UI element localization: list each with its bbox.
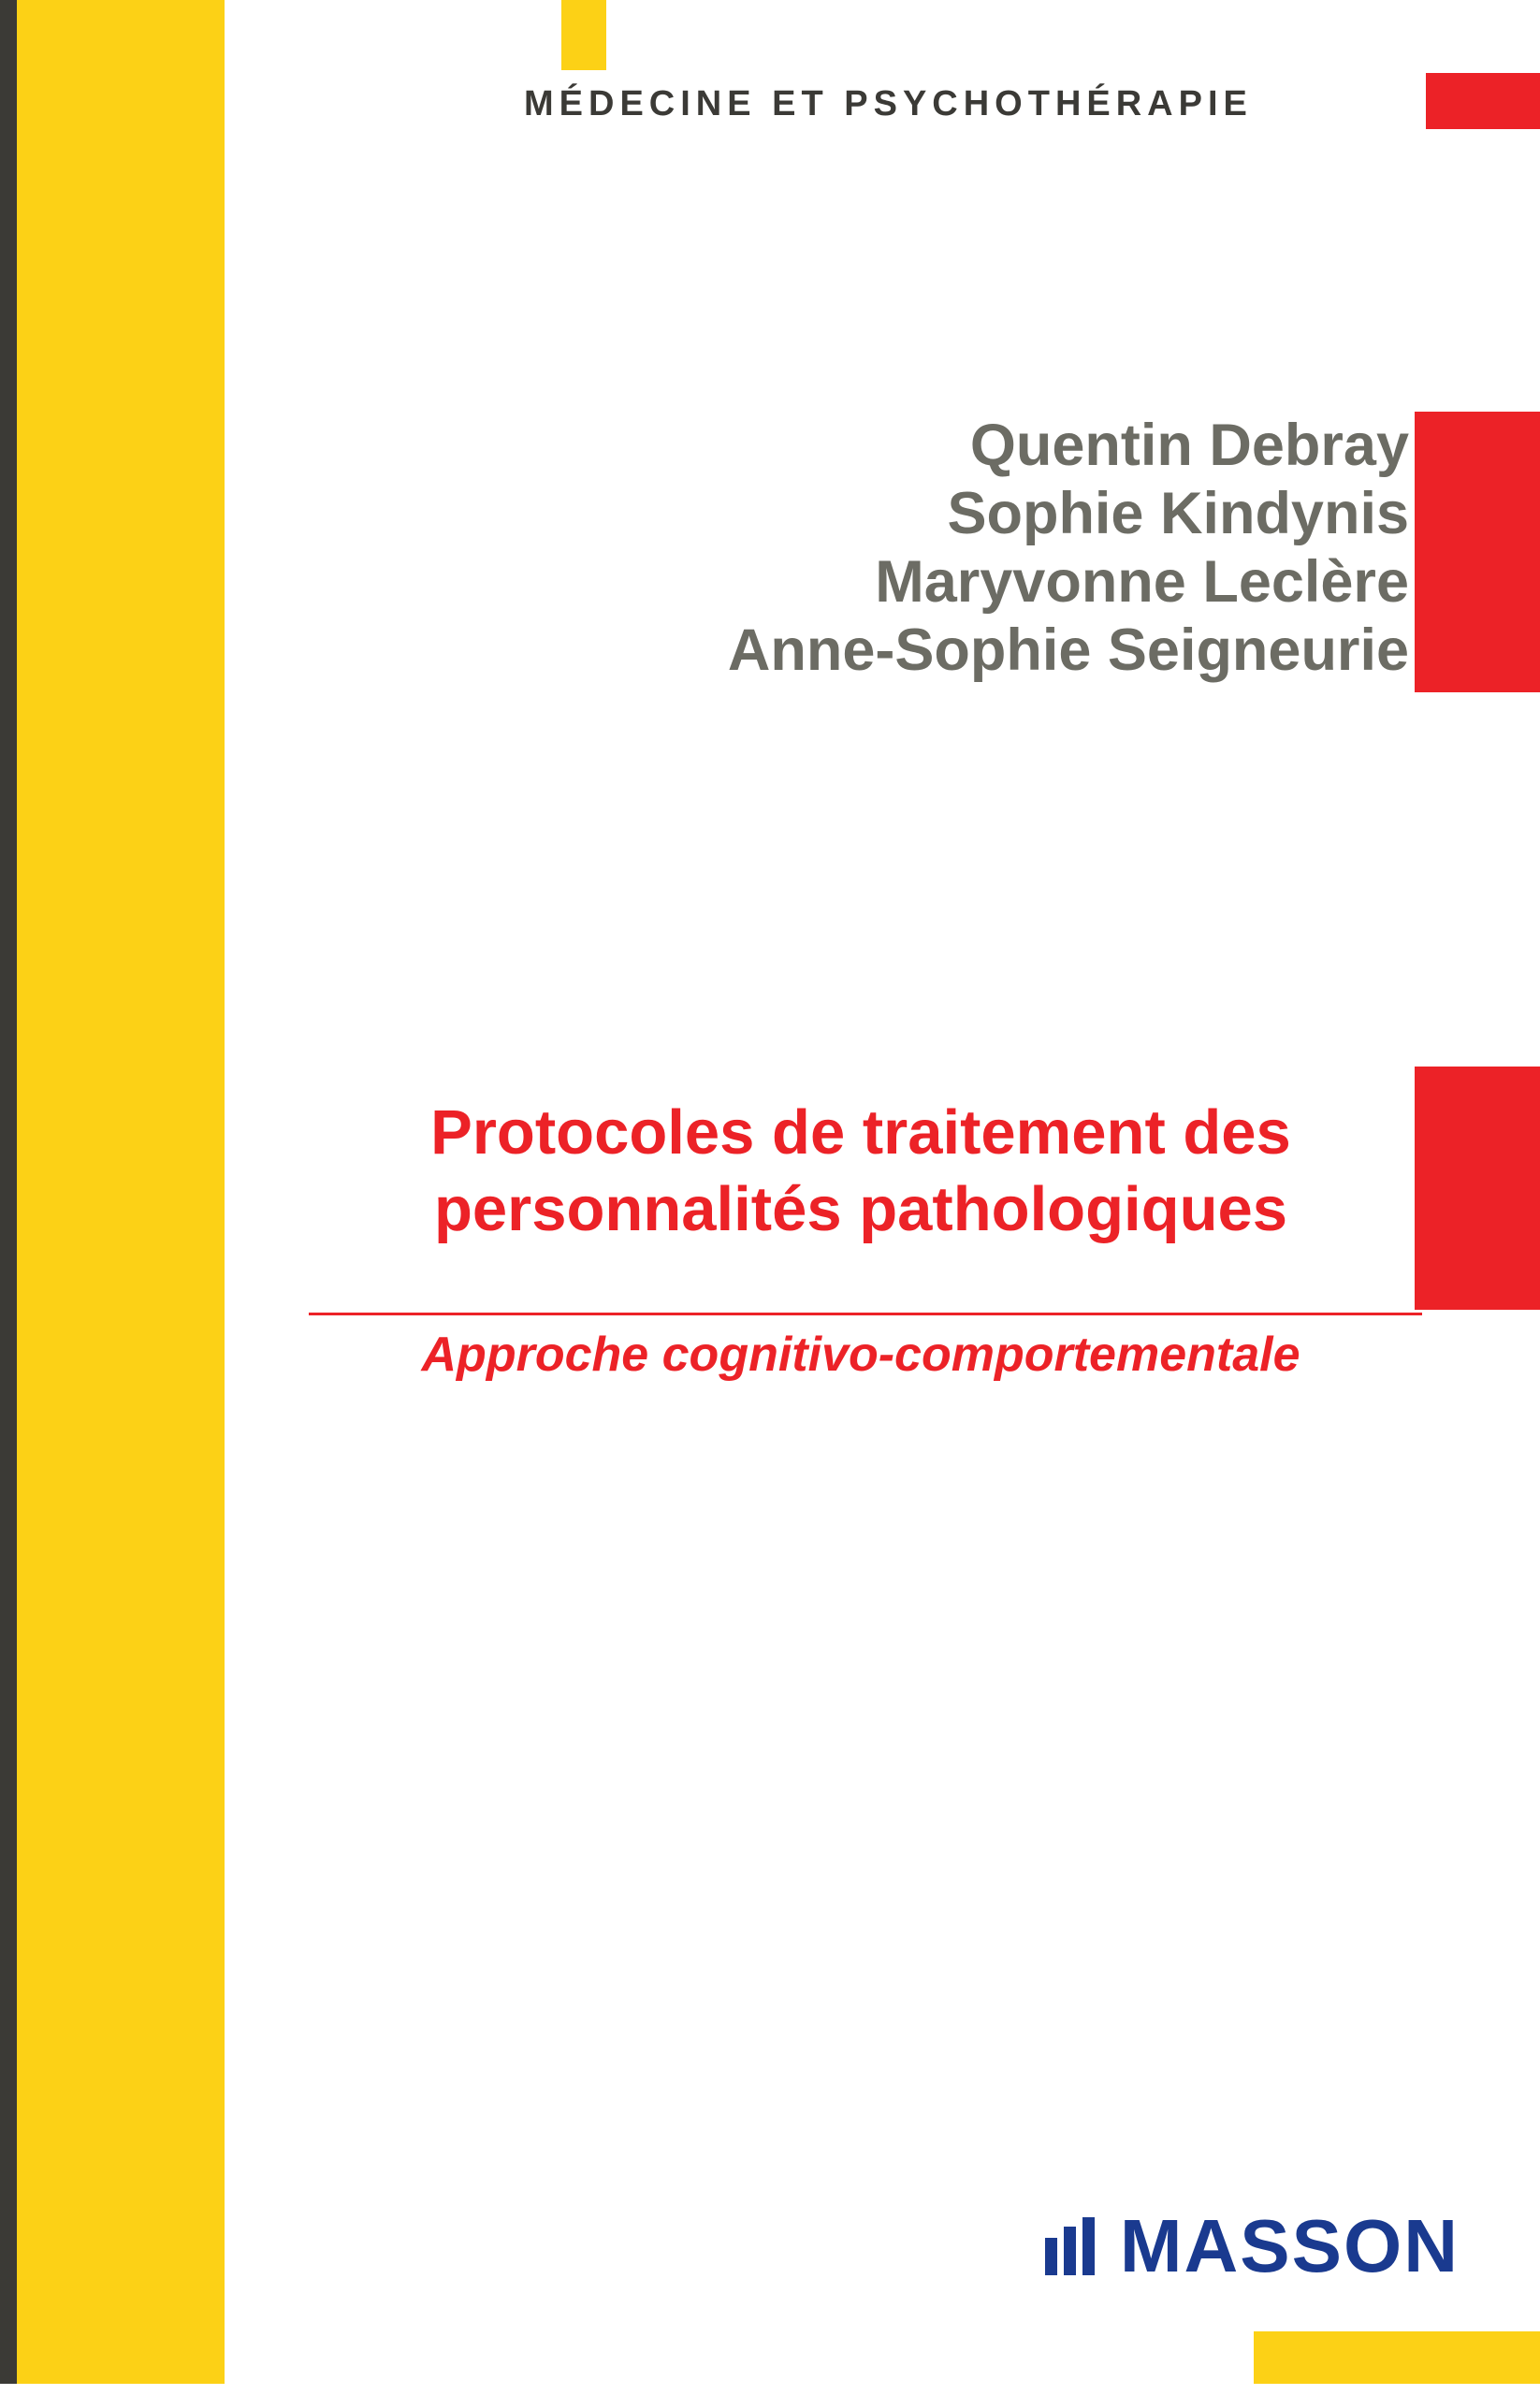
series-red-block bbox=[1426, 73, 1540, 129]
spine-dark-band bbox=[0, 0, 17, 2395]
spine-white-divider bbox=[225, 0, 234, 2395]
bottom-white-strip bbox=[0, 2384, 1540, 2395]
author-name: Maryvonne Leclère bbox=[875, 549, 1409, 616]
series-title: MÉDECINE ET PSYCHOTHÉRAPIE bbox=[524, 84, 1253, 123]
top-yellow-tab bbox=[561, 0, 606, 70]
publisher-logo bbox=[936, 2203, 1460, 2289]
author-name: Quentin Debray bbox=[969, 413, 1409, 478]
authors-red-block bbox=[1415, 412, 1540, 692]
author-name: Anne-Sophie Seigneurie bbox=[727, 617, 1409, 684]
authors-list bbox=[380, 412, 1409, 685]
author-name: Sophie Kindynis bbox=[947, 481, 1409, 547]
spine-yellow-band bbox=[17, 0, 230, 2395]
title-underline-rule bbox=[309, 1313, 1422, 1315]
book-title-line-2: personnalités pathologiques bbox=[433, 1173, 1288, 1244]
publisher-name: MASSON bbox=[1119, 2204, 1460, 2287]
book-subtitle: Approche cognitivo-comportementale bbox=[421, 1328, 1300, 1382]
book-title bbox=[299, 1095, 1422, 1247]
book-title-line-1: Protocoles de traitement des bbox=[430, 1097, 1291, 1168]
title-red-block bbox=[1415, 1067, 1540, 1310]
masson-bars-icon bbox=[1041, 2217, 1103, 2275]
